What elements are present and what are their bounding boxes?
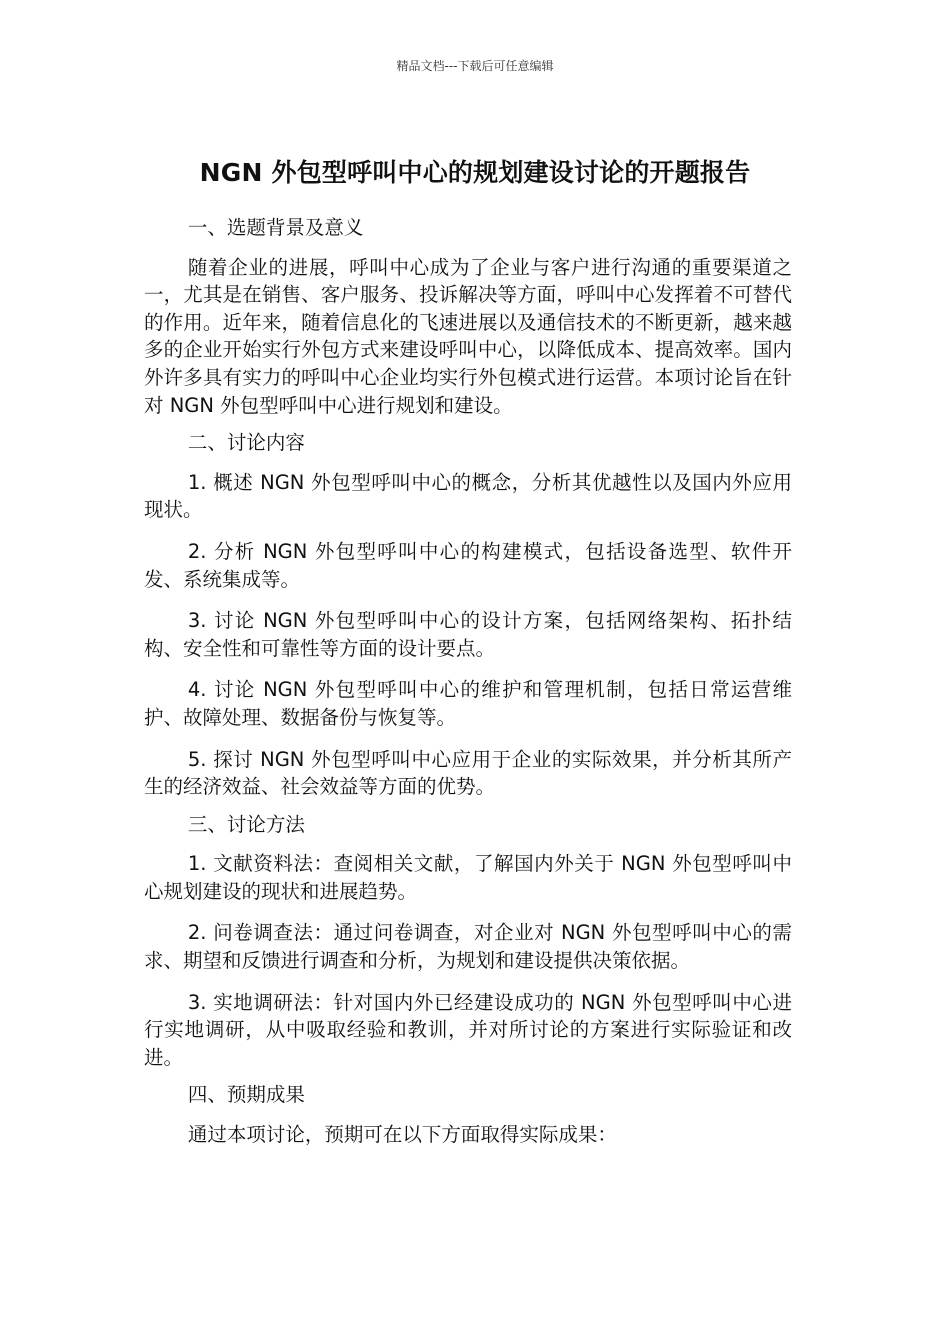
section-heading-methods: 三、讨论方法 [187,812,305,836]
background-paragraph: 随着企业的进展，呼叫中心成为了企业与客户进行沟通的重要渠道之一，尤其是在销售、客户服务、投诉解决等方面，呼叫中心发挥着不可替代的作用。近年来，随着信息化的飞速进展以及通信技术的不断更新，越来越多的企业开始实行外包方式来建设呼叫中心，以降低成本、提高效率。国内外许多具有实力的呼叫中心企业均实行外包模式进行运营。本项讨论旨在针对 NGN 外包型呼叫中心进行规划和建设。 [144,255,792,417]
section-heading-content: 二、讨论内容 [187,431,305,455]
content-item-3: 3. 讨论 NGN 外包型呼叫中心的设计方案，包括网络架构、拓扑结构、安全性和可靠性等方面的设计要点。 [144,609,792,660]
outcomes-paragraph: 通过本项讨论，预期可在以下方面取得实际成果： [187,1123,617,1147]
section-heading-background: 一、选题背景及意义 [187,216,364,239]
section-heading-outcomes: 四、预期成果 [187,1083,305,1107]
header-note: 精品文档---下载后可任意编辑 [396,59,554,73]
document-body [144,214,792,1149]
document-title: NGN 外包型呼叫中心的规划建设讨论的开题报告 [199,157,751,187]
method-item-1: 1. 文献资料法：查阅相关文献，了解国内外关于 NGN 外包型呼叫中心规划建设的现状和进展趋势。 [144,852,792,903]
content-item-1: 1. 概述 NGN 外包型呼叫中心的概念，分析其优越性以及国内外应用现状。 [144,470,792,522]
content-item-2: 2. 分析 NGN 外包型呼叫中心的构建模式，包括设备选型、软件开发、系统集成等。 [144,539,792,591]
content-item-5: 5. 探讨 NGN 外包型呼叫中心应用于企业的实际效果，并分析其所产生的经济效益、社会效益等方面的优势。 [144,747,792,799]
method-item-3: 3. 实地调研法：针对国内外已经建设成功的 NGN 外包型呼叫中心进行实地调研，从中吸取经验和教训，并对所讨论的方案进行实际验证和改进。 [144,990,792,1069]
content-item-4: 4. 讨论 NGN 外包型呼叫中心的维护和管理机制，包括日常运营维护、故障处理、数据备份与恢复等。 [144,678,792,729]
method-item-2: 2. 问卷调查法：通过问卷调查，对企业对 NGN 外包型呼叫中心的需求、期望和反馈进行调查和分析，为规划和建设提供决策依据。 [144,921,792,973]
